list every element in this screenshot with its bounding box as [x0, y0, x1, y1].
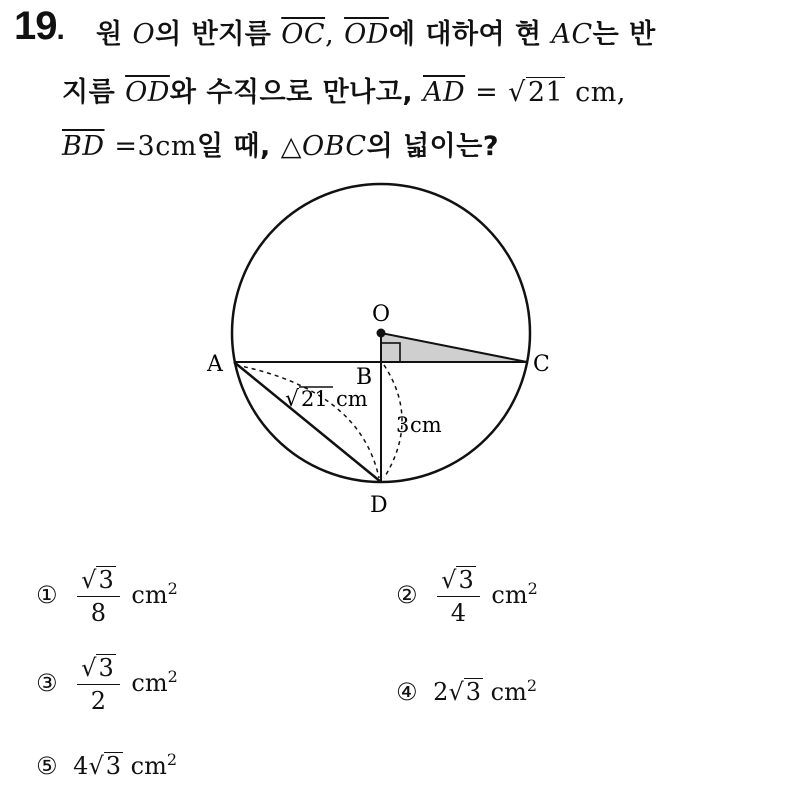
choice-fraction — [77, 566, 120, 627]
center-point-o — [377, 329, 386, 338]
choice-denominator: 8 — [90, 599, 107, 627]
q-equals: = — [114, 131, 138, 162]
choice-unit: cm — [130, 752, 167, 780]
sqrt-icon: √ — [88, 752, 104, 780]
choice-unit: cm — [490, 678, 527, 706]
choice-1[interactable] — [36, 566, 178, 627]
q-text: 원 — [96, 19, 123, 50]
choice-exponent: 2 — [167, 579, 178, 598]
label-o: O — [372, 302, 391, 327]
sqrt-icon: √ — [81, 654, 97, 682]
label-d: D — [370, 493, 388, 518]
q-math-obc: OBC — [301, 131, 367, 162]
question-number-text: 19 — [14, 4, 57, 48]
q-text: 는 반 — [592, 19, 656, 50]
choice-exponent: 2 — [167, 667, 178, 686]
q-comma: , — [616, 77, 626, 108]
choice-number: ⑤ — [36, 752, 58, 780]
choice-unit: cm — [131, 669, 168, 697]
q-unit: cm — [155, 131, 197, 162]
sqrt-icon: √ — [81, 566, 97, 594]
choice-coefficient: 2 — [433, 678, 449, 706]
q-math-bd: $\overline{BD}$ — [62, 131, 105, 162]
choice-number: ① — [36, 581, 58, 609]
label-a: A — [207, 352, 223, 377]
sqrt-icon: √ — [448, 678, 464, 706]
q-math-ad: $\overline{AD}$ — [423, 77, 466, 108]
choice-fraction — [77, 654, 120, 715]
choice-3[interactable] — [36, 654, 178, 715]
q-comma: , — [325, 19, 335, 50]
q-text: 지름 — [62, 77, 116, 108]
choice-coefficient: 4 — [73, 752, 89, 780]
q-equals: = — [475, 77, 499, 108]
label-ad-unit: cm — [336, 387, 368, 411]
sqrt-icon: √ — [285, 387, 300, 412]
q-text: 의 넓이는? — [366, 131, 499, 162]
choice-radicand: 3 — [98, 654, 114, 682]
q-text: 와 수직으로 만나고, — [169, 77, 414, 108]
label-b: B — [356, 365, 373, 390]
choice-number: ③ — [36, 669, 58, 697]
q-math-od: $\overline{OD}$ — [344, 19, 389, 50]
question-number-dot: . — [56, 13, 64, 46]
q-text: 의 반지름 — [155, 19, 272, 50]
q-math-o: O — [132, 19, 156, 50]
choice-radicand: 3 — [98, 566, 114, 594]
choice-2[interactable] — [396, 566, 538, 627]
sqrt-icon: √ — [508, 77, 526, 108]
choice-4[interactable] — [396, 676, 537, 706]
choice-number: ④ — [396, 678, 418, 706]
triangle-icon: △ — [280, 131, 302, 162]
q-text: 일 때, — [196, 131, 271, 162]
choice-fraction — [437, 566, 480, 627]
q-text: 에 대하여 현 — [388, 19, 542, 50]
choice-unit: cm — [491, 581, 528, 609]
q-math-oc: $\overline{OC}$ — [281, 19, 326, 50]
sqrt-icon: √ — [441, 566, 457, 594]
label-bd-value: 3 — [396, 413, 410, 437]
choice-number: ② — [396, 581, 418, 609]
q-math-od: $\overline{OD}$ — [125, 77, 170, 108]
choice-radicand: 3 — [105, 752, 122, 780]
q-radicand: 21 — [527, 77, 564, 108]
choice-radicand: 3 — [465, 678, 482, 706]
choice-radicand: 3 — [458, 566, 474, 594]
q-math-ac: AC — [551, 19, 593, 50]
q-value: 3 — [137, 131, 156, 162]
choice-unit: cm — [131, 581, 168, 609]
choice-5[interactable] — [36, 750, 177, 780]
label-ad-value: 21 — [301, 387, 328, 411]
label-c: C — [533, 352, 550, 377]
choice-exponent: 2 — [526, 676, 538, 695]
choice-denominator: 4 — [450, 599, 467, 627]
choice-exponent: 2 — [527, 579, 538, 598]
triangle-obc-shaded — [381, 333, 527, 362]
label-bd-unit: cm — [410, 413, 442, 437]
q-unit: cm — [575, 77, 617, 108]
choice-exponent: 2 — [166, 750, 178, 769]
choice-denominator: 2 — [90, 687, 107, 715]
